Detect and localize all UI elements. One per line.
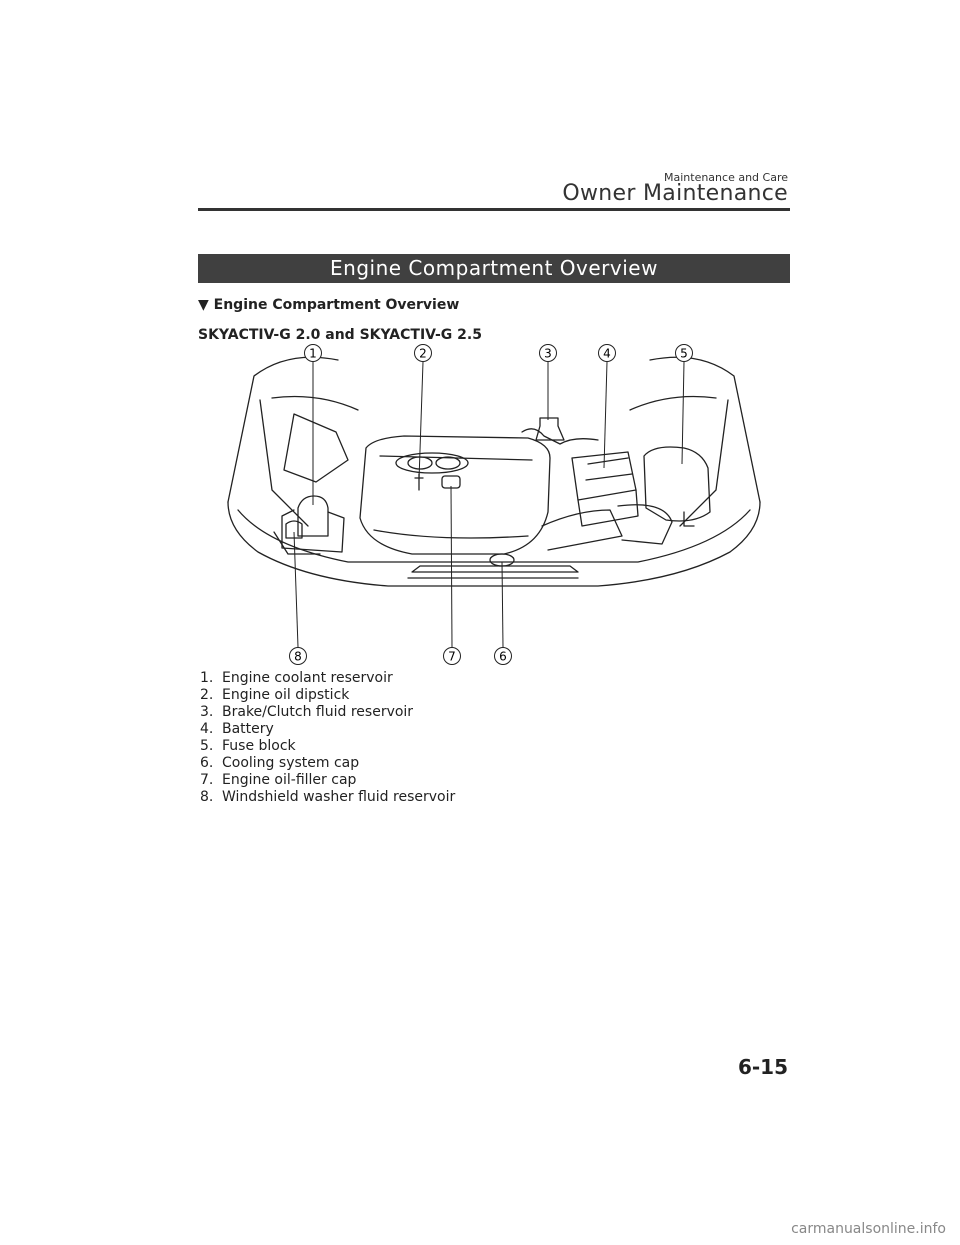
legend-label: Engine oil dipstick [222,687,350,703]
callout-7-label: 7 [448,649,456,664]
header-chapter: Owner Maintenance [562,181,788,206]
legend-label: Fuse block [222,738,296,754]
triangle-marker-icon: ▼ [198,297,209,313]
subsection-title: Engine Compartment Overview [213,297,460,313]
legend-number: 7. [200,772,214,788]
callout-2-label: 2 [419,346,427,361]
legend-number: 8. [200,789,214,805]
fuse-block [644,447,710,521]
callout-8 [290,648,307,665]
subsection-heading [198,297,459,313]
callout-4-label: 4 [603,346,611,361]
legend-number: 1. [200,670,214,686]
body-outline [228,502,760,586]
hood-outline-left [228,357,338,502]
hood-outline-right [650,357,760,502]
header-section: Maintenance and Care [664,171,788,184]
legend-label: Engine coolant reservoir [222,670,393,686]
callout-1 [305,345,322,362]
legend-item [198,738,455,755]
callout-7 [444,648,461,665]
legend-item [198,755,455,772]
callout-8-label: 8 [294,649,302,664]
callout-2 [415,345,432,362]
callout-5 [676,345,693,362]
callout-3 [540,345,557,362]
legend-label: Brake/Clutch fluid reservoir [222,704,414,720]
brake-fluid-reservoir [536,418,564,440]
section-banner: Engine Compartment Overview [198,254,790,283]
engine-variant-label: SKYACTIV-G 2.0 and SKYACTIV-G 2.5 [198,327,482,343]
legend-number: 2. [200,687,214,703]
legend-item [198,772,455,789]
callout-6 [495,648,512,665]
component-legend [198,670,455,806]
engine-compartment-diagram [198,340,790,670]
legend-item [198,670,455,687]
callout-4 [599,345,616,362]
legend-number: 4. [200,721,214,737]
legend-number: 3. [200,704,214,720]
legend-label: Engine oil-filler cap [222,772,357,788]
page-number: 6-15 [737,1055,788,1079]
legend-item [198,687,455,704]
legend-number: 5. [200,738,214,754]
header-rule [198,208,790,211]
watermark-link[interactable]: carmanualsonline.info [791,1221,946,1237]
legend-number: 6. [200,755,214,771]
callout-5-label: 5 [680,346,688,361]
legend-label: Windshield washer fluid reservoir [222,789,456,805]
legend-label: Cooling system cap [222,755,360,771]
callout-6-label: 6 [499,649,507,664]
legend-item [198,721,455,738]
legend-item [198,789,455,806]
legend-label: Battery [222,721,274,737]
legend-item [198,704,455,721]
callout-1-label: 1 [309,346,317,361]
callout-3-label: 3 [544,346,552,361]
